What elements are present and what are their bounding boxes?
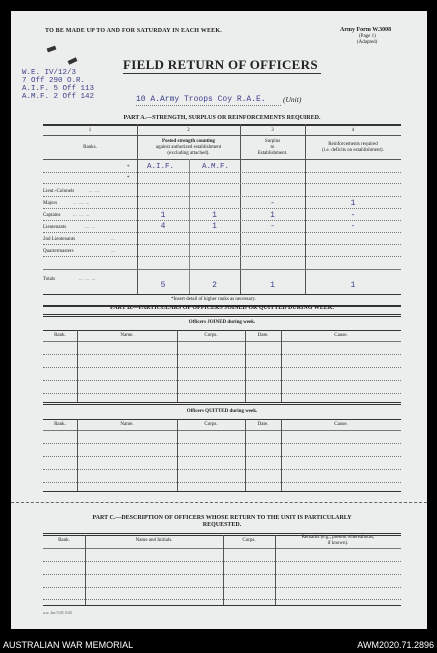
quitted-col-rank: Rank. — [54, 422, 66, 427]
totals-aif: 5 — [160, 281, 166, 290]
row-rule — [43, 482, 401, 483]
col-rule — [85, 535, 86, 605]
unit-label: (Unit) — [283, 95, 302, 104]
col-number-3: 3 — [271, 128, 274, 133]
joined-title: Officers JOINED during week. — [188, 320, 256, 325]
col-rule — [245, 419, 246, 491]
sub-header-aif: A.I.F. — [147, 163, 175, 171]
row-rule — [43, 599, 401, 600]
typed-note-2: 7 Off 290 O.R. — [22, 77, 86, 85]
col-header-surplus-1: Surplus — [264, 139, 281, 144]
totals-rule — [43, 269, 401, 270]
col-rule — [245, 330, 246, 402]
row-rule — [43, 456, 401, 457]
page-title: FIELD RETURN OF OFFICERS — [123, 57, 318, 72]
typed-note-4: A.M.F. 2 Off 142 — [22, 93, 95, 101]
row-rule — [43, 380, 401, 381]
sub-header-amf: A.M.F. — [202, 163, 230, 171]
col-header-ranks: Ranks. — [83, 145, 97, 150]
rank-label-lieut-colonels: Lieut.-Colonels — [43, 189, 75, 194]
part-c-bottom-rule — [43, 605, 401, 606]
dot-leader: ... ... ... — [79, 277, 96, 282]
captains-reinf: - — [350, 211, 356, 220]
punch-mark-1 — [47, 46, 57, 53]
part-b-top-rule-2 — [43, 316, 401, 317]
row-rule — [43, 232, 401, 233]
joined-col-rank: Rank. — [54, 333, 66, 338]
part-c-col-rule — [43, 548, 401, 549]
col-header-reinf-2: (i.e. deficits on establishment). — [322, 148, 384, 153]
row-rule — [43, 469, 401, 470]
part-c-top-rule — [43, 533, 401, 534]
captains-surplus: 1 — [270, 211, 275, 220]
dot-leader: ... ... ... — [73, 201, 90, 206]
joined-bottom-rule-2 — [43, 404, 401, 405]
row-rule — [43, 393, 401, 394]
footer-accession: AWM2020.71.2896 — [357, 640, 434, 650]
lieutenants-surplus: - — [270, 222, 275, 231]
form-page: (Page 1) — [359, 34, 376, 39]
part-c-title-1: PART C.—DESCRIPTION OF OFFICERS WHOSE RETURN TO THE UNIT IS PARTICULARLY — [92, 515, 352, 521]
col-header-surplus-2: to — [270, 145, 275, 150]
typed-note-1: W.E. IV/12/3 — [22, 69, 77, 77]
row-rule — [43, 208, 401, 209]
part-a-num-rule — [43, 135, 401, 136]
dot-leader: ... ... — [89, 189, 99, 194]
row-rule — [43, 196, 401, 197]
quitted-col-corps: Corps. — [204, 422, 218, 427]
joined-col-rule — [43, 341, 401, 342]
majors-surplus: - — [270, 199, 275, 208]
form-adapted: (Adapted) — [357, 40, 378, 45]
dot-leader: ... — [111, 249, 115, 254]
col-header-posted-2: against authorized establishment — [155, 145, 222, 150]
part-c-col-corps: Corps. — [242, 538, 256, 543]
col-header-posted-3: (excluding attached). — [167, 151, 210, 156]
footer-source: AUSTRALIAN WAR MEMORIAL — [3, 640, 134, 650]
row-rule — [43, 220, 401, 221]
row-rule — [43, 172, 401, 173]
part-b-title: PART B.—PARTICULARS OF OFFICERS JOINED OR QUITTED DURING WEEK. — [110, 305, 334, 311]
joined-bottom-rule — [43, 402, 401, 403]
part-c-col-remarks-2: if known). — [327, 541, 349, 546]
row-rule — [43, 354, 401, 355]
punch-mark-2 — [68, 57, 78, 64]
print-code: a.w. 2m 5/45 3/43 — [43, 610, 72, 615]
row-rule — [43, 574, 401, 575]
quitted-col-cause: Cause. — [334, 422, 348, 427]
lieutenants-aif: 4 — [160, 222, 166, 231]
joined-col-name: Name. — [120, 333, 134, 338]
quitted-title: Officers QUITTED during week. — [186, 409, 258, 414]
dot-leader: ... — [111, 237, 115, 242]
part-b-top-rule — [43, 314, 401, 315]
part-a-footnote: *Insert detail of higher ranks as necessary. — [171, 297, 256, 302]
part-a-bottom-rule — [43, 294, 401, 295]
rank-label-lieutenants: Lieutenants — [43, 225, 67, 230]
totals-amf: 2 — [212, 281, 217, 290]
typed-note-3: A.I.F. 5 Off 113 — [22, 85, 95, 93]
title-underline — [123, 73, 321, 74]
col-rule — [177, 330, 178, 402]
col-rule — [77, 419, 78, 491]
joined-col-date: Date. — [257, 333, 269, 338]
archive-footer — [0, 637, 437, 653]
quitted-header-rule — [43, 419, 401, 420]
joined-col-cause: Cause. — [334, 333, 348, 338]
lieutenants-amf: 1 — [212, 222, 217, 231]
rank-label-quartermasters: Quartermasters — [43, 249, 74, 254]
part-c-title-2: REQUESTED. — [202, 522, 242, 528]
part-c-col-remarks-1: Remarks (e.g., present whereabouts, — [301, 535, 375, 540]
typed-notes — [22, 69, 94, 101]
col-header-surplus-3: Establishment. — [257, 151, 288, 156]
col-header-reinf-1: Reinforcements required — [328, 142, 378, 147]
col-number-4: 4 — [351, 128, 355, 133]
quitted-col-rule — [43, 430, 401, 431]
col-number-2: 2 — [187, 128, 190, 133]
col-rule — [275, 535, 276, 605]
row-rule — [43, 183, 401, 184]
captains-aif: 1 — [160, 211, 166, 220]
quitted-bottom-rule — [43, 491, 401, 492]
majors-reinf: 1 — [350, 199, 356, 208]
asterisk-1: * — [127, 165, 130, 170]
row-rule — [43, 443, 401, 444]
part-a-top-rule — [43, 124, 401, 126]
col-number-1: 1 — [88, 128, 92, 133]
form-id: Army Form W.3008 — [340, 27, 392, 33]
col-rule — [281, 419, 282, 491]
col-rule — [77, 330, 78, 402]
joined-header-rule — [43, 330, 401, 331]
rank-label-majors: Majors — [43, 201, 58, 206]
row-rule — [43, 367, 401, 368]
captains-amf: 1 — [212, 211, 217, 220]
quitted-col-date: Date. — [257, 422, 269, 427]
col-header-posted-1: Posted strength counting — [162, 139, 215, 144]
dot-leader: ... ... ... — [73, 213, 90, 218]
totals-surplus: 1 — [270, 281, 275, 290]
form-notice: TO BE MADE UP TO AND FOR SATURDAY IN EACH WEEK. — [45, 28, 222, 34]
part-a-header-rule — [43, 159, 401, 160]
row-rule — [43, 587, 401, 588]
quitted-col-name: Name. — [120, 422, 134, 427]
rank-label-captains: Captains — [43, 213, 61, 218]
lieutenants-reinf: - — [350, 222, 356, 231]
unit-name: 10 A.Army Troops Coy R.A.E. — [136, 95, 266, 104]
part-c-col-name: Name and Initials. — [135, 538, 173, 543]
part-a-title: PART A.—STRENGTH, SURPLUS OR REINFORCEMENTS REQUIRED. — [123, 115, 321, 121]
col-rule — [223, 535, 224, 605]
totals-label: Totals — [43, 277, 56, 282]
row-rule — [43, 561, 401, 562]
col-rule — [281, 330, 282, 402]
totals-reinf: 1 — [350, 281, 356, 290]
rank-label-2nd-lieutenants: 2nd Lieutenants — [43, 237, 76, 242]
row-rule — [43, 256, 401, 257]
asterisk-2: * — [127, 176, 130, 181]
row-rule — [43, 244, 401, 245]
unit-line — [136, 105, 281, 106]
joined-col-corps: Corps. — [204, 333, 218, 338]
part-c-col-rank: Rank. — [58, 538, 70, 543]
dot-leader: ... ... — [85, 225, 95, 230]
col-rule — [177, 419, 178, 491]
perforation-line — [11, 502, 427, 503]
form-sheet — [11, 11, 427, 629]
